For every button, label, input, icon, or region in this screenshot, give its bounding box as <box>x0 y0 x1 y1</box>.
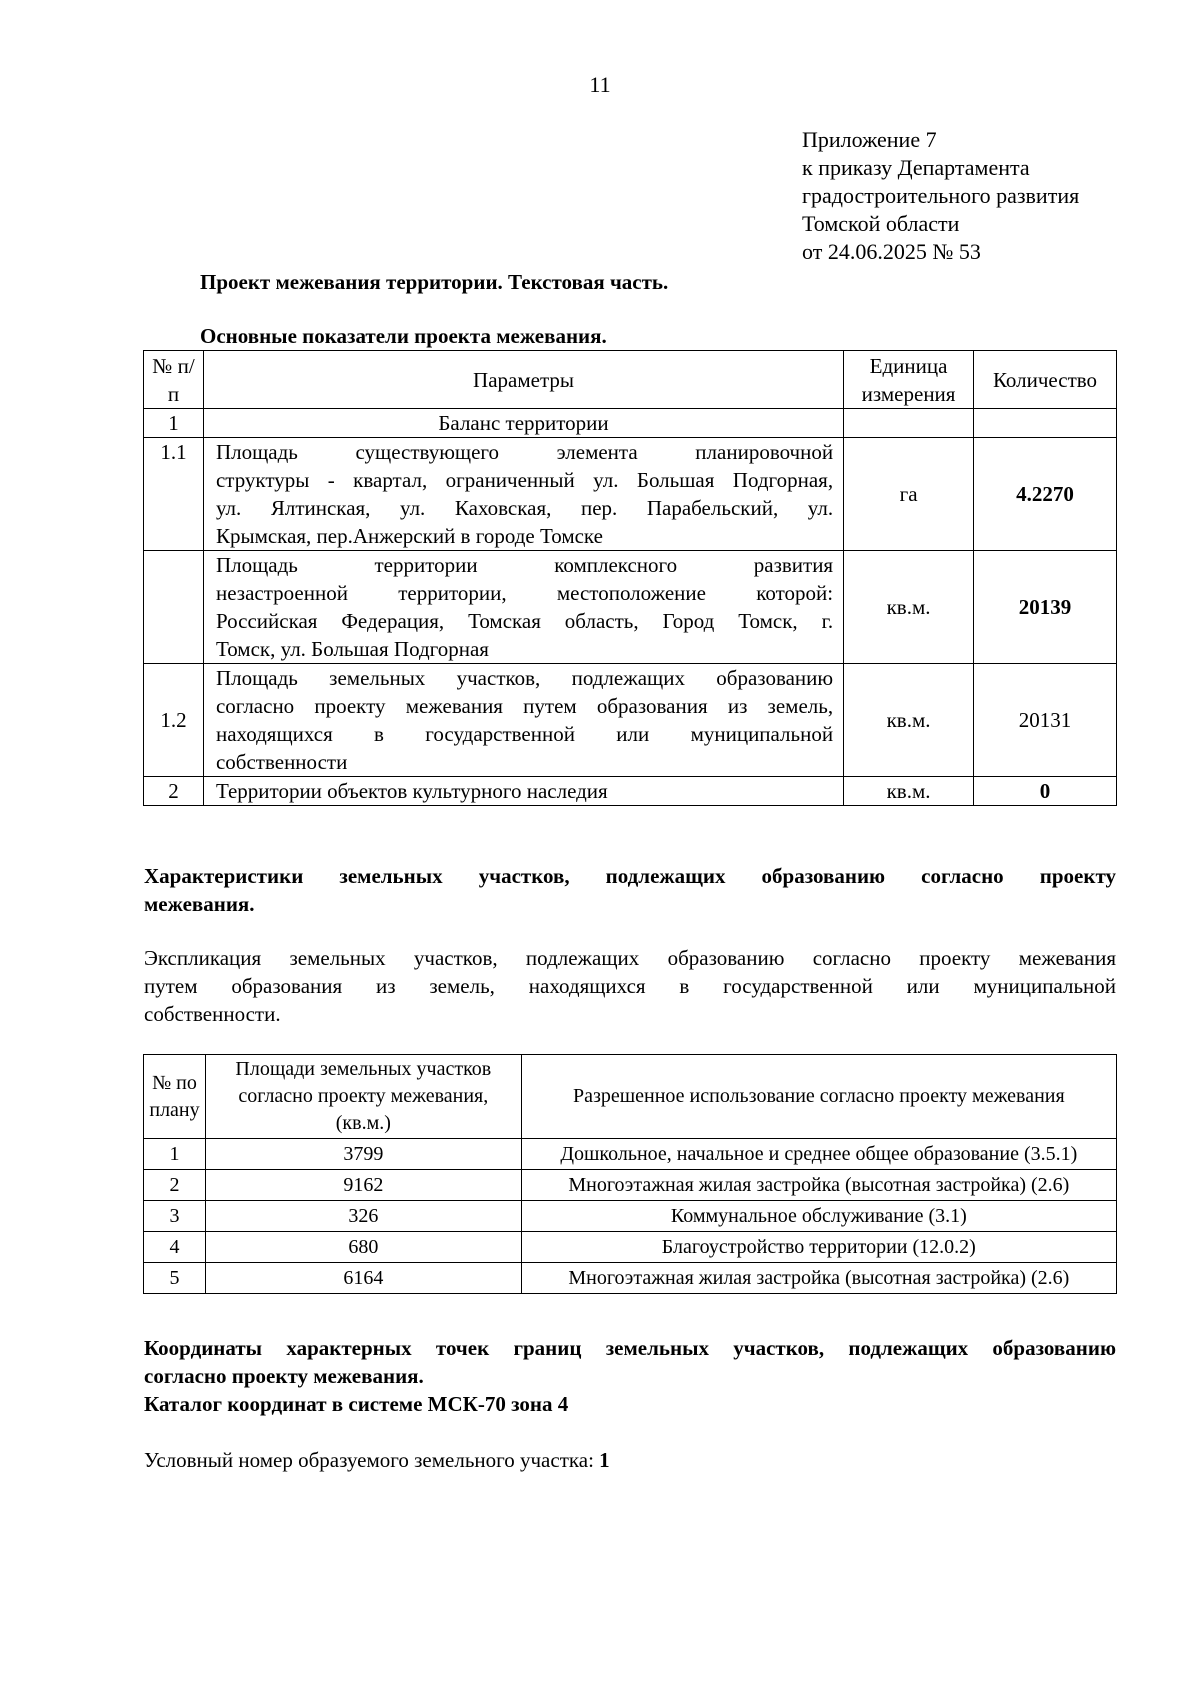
row-use: Благоустройство территории (12.0.2) <box>521 1232 1116 1263</box>
table-row <box>144 1263 1117 1294</box>
indicators-table <box>143 350 1117 806</box>
row-use: Многоэтажная жилая застройка (высотная застройка) (2.6) <box>521 1170 1116 1201</box>
header-line: № по <box>152 1071 197 1094</box>
param-line: Площадь территории комплексного развития <box>215 553 834 577</box>
row-use: Коммунальное обслуживание (3.1) <box>521 1201 1116 1232</box>
table-row <box>144 551 1117 664</box>
row-num: 2 <box>144 777 204 806</box>
header-line: согласно проекту межевания, <box>238 1085 489 1107</box>
row-qty: 20131 <box>974 664 1117 777</box>
appendix-line: Томской области <box>802 211 960 236</box>
heading-line: Характеристики земельных участков, подлежащих образованию согласно проекту <box>144 864 1116 888</box>
row-num: 1.1 <box>144 438 204 551</box>
row-unit: кв.м. <box>844 551 974 664</box>
row-param: Территории объектов культурного наследия <box>203 777 843 806</box>
paragraph-line: путем образования из земель, находящихся в государственной или муниципальной <box>144 974 1116 998</box>
header-qty: Количество <box>974 351 1117 409</box>
param-line: структуры - квартал, ограниченный ул. Большая Подгорная, <box>215 468 834 492</box>
row-param <box>203 664 843 777</box>
header-params: Параметры <box>203 351 843 409</box>
row-num: 1.2 <box>144 664 204 777</box>
param-line: незастроенной территории, местоположение которой: <box>215 581 834 605</box>
param-line: собственности <box>215 750 348 774</box>
param-line: Российская Федерация, Томская область, Город Томск, г. <box>215 609 834 633</box>
catalog-heading: Каталог координат в системе МСК-70 зона 4 <box>144 1392 569 1416</box>
header-num <box>144 1055 206 1139</box>
header-line: (кв.м.) <box>335 1112 391 1134</box>
row-num: 2 <box>144 1170 206 1201</box>
appendix-line: от 24.06.2025 № 53 <box>802 239 981 264</box>
heading-line: Координаты характерных точек границ земельных участков, подлежащих образованию <box>144 1336 1116 1360</box>
appendix-block <box>802 126 1079 266</box>
row-num: 1 <box>144 409 204 438</box>
heading-line: межевания. <box>144 892 255 916</box>
row-area: 680 <box>205 1232 521 1263</box>
row-use: Многоэтажная жилая застройка (высотная застройка) (2.6) <box>521 1263 1116 1294</box>
header-unit: Единица измерения <box>844 351 974 409</box>
table-row <box>144 1170 1117 1201</box>
table-row <box>144 409 1117 438</box>
header-use: Разрешенное использование согласно проекту межевания <box>521 1055 1116 1139</box>
page-number: 11 <box>589 72 611 97</box>
table-row <box>144 1139 1117 1170</box>
param-line: Площадь существующего элемента планировочной <box>215 440 834 464</box>
row-num: 4 <box>144 1232 206 1263</box>
row-num: 5 <box>144 1263 206 1294</box>
row-num: 1 <box>144 1139 206 1170</box>
row-area: 326 <box>205 1201 521 1232</box>
table-header-row <box>144 351 1117 409</box>
appendix-line: Приложение 7 <box>802 127 937 152</box>
row-num: 3 <box>144 1201 206 1232</box>
header-area <box>205 1055 521 1139</box>
heading-line: согласно проекту межевания. <box>144 1364 424 1388</box>
table-row <box>144 1232 1117 1263</box>
row-qty: 0 <box>974 777 1117 806</box>
param-line: Крымская, пер.Анжерский в городе Томске <box>215 524 603 548</box>
param-line: ул. Ялтинская, ул. Каховская, пер. Парабельский, ул. <box>215 496 834 520</box>
coordinates-heading <box>144 1334 1116 1418</box>
indicators-title: Основные показатели проекта межевания. <box>200 324 607 348</box>
row-area: 6164 <box>205 1263 521 1294</box>
characteristics-heading <box>144 862 1116 918</box>
row-qty: 20139 <box>974 551 1117 664</box>
row-area: 9162 <box>205 1170 521 1201</box>
param-line: согласно проекту межевания путем образования из земель, <box>215 694 834 718</box>
row-unit <box>844 409 974 438</box>
row-param <box>203 438 843 551</box>
table-row <box>144 777 1117 806</box>
row-num <box>144 551 204 664</box>
conditional-number-value: 1 <box>599 1448 610 1472</box>
row-param: Баланс территории <box>203 409 843 438</box>
document-title: Проект межевания территории. Текстовая часть. <box>200 270 669 294</box>
header-line: плану <box>149 1098 200 1121</box>
header-num: № п/п <box>144 351 204 409</box>
conditional-number-line <box>144 1446 1116 1474</box>
table-row <box>144 438 1117 551</box>
param-line: находящихся в государственной или муниципальной <box>215 722 834 746</box>
table-header-row <box>144 1055 1117 1139</box>
header-line: Площади земельных участков <box>235 1058 492 1080</box>
explication-paragraph <box>144 944 1116 1028</box>
paragraph-line: собственности. <box>144 1002 281 1026</box>
row-unit: кв.м. <box>844 664 974 777</box>
row-use: Дошкольное, начальное и среднее общее образование (3.5.1) <box>521 1139 1116 1170</box>
row-area: 3799 <box>205 1139 521 1170</box>
table-row <box>144 664 1117 777</box>
row-qty <box>974 409 1117 438</box>
row-param <box>203 551 843 664</box>
appendix-line: к приказу Департамента <box>802 155 1030 180</box>
conditional-number-label: Условный номер образуемого земельного участка: <box>144 1448 600 1472</box>
param-line: Томск, ул. Большая Подгорная <box>215 637 489 661</box>
row-unit: кв.м. <box>844 777 974 806</box>
row-unit: га <box>844 438 974 551</box>
explication-table <box>143 1054 1117 1294</box>
paragraph-line: Экспликация земельных участков, подлежащих образованию согласно проекту межевания <box>144 946 1116 970</box>
table-row <box>144 1201 1117 1232</box>
param-line: Площадь земельных участков, подлежащих образованию <box>215 666 834 690</box>
appendix-line: градостроительного развития <box>802 183 1080 208</box>
row-qty: 4.2270 <box>974 438 1117 551</box>
